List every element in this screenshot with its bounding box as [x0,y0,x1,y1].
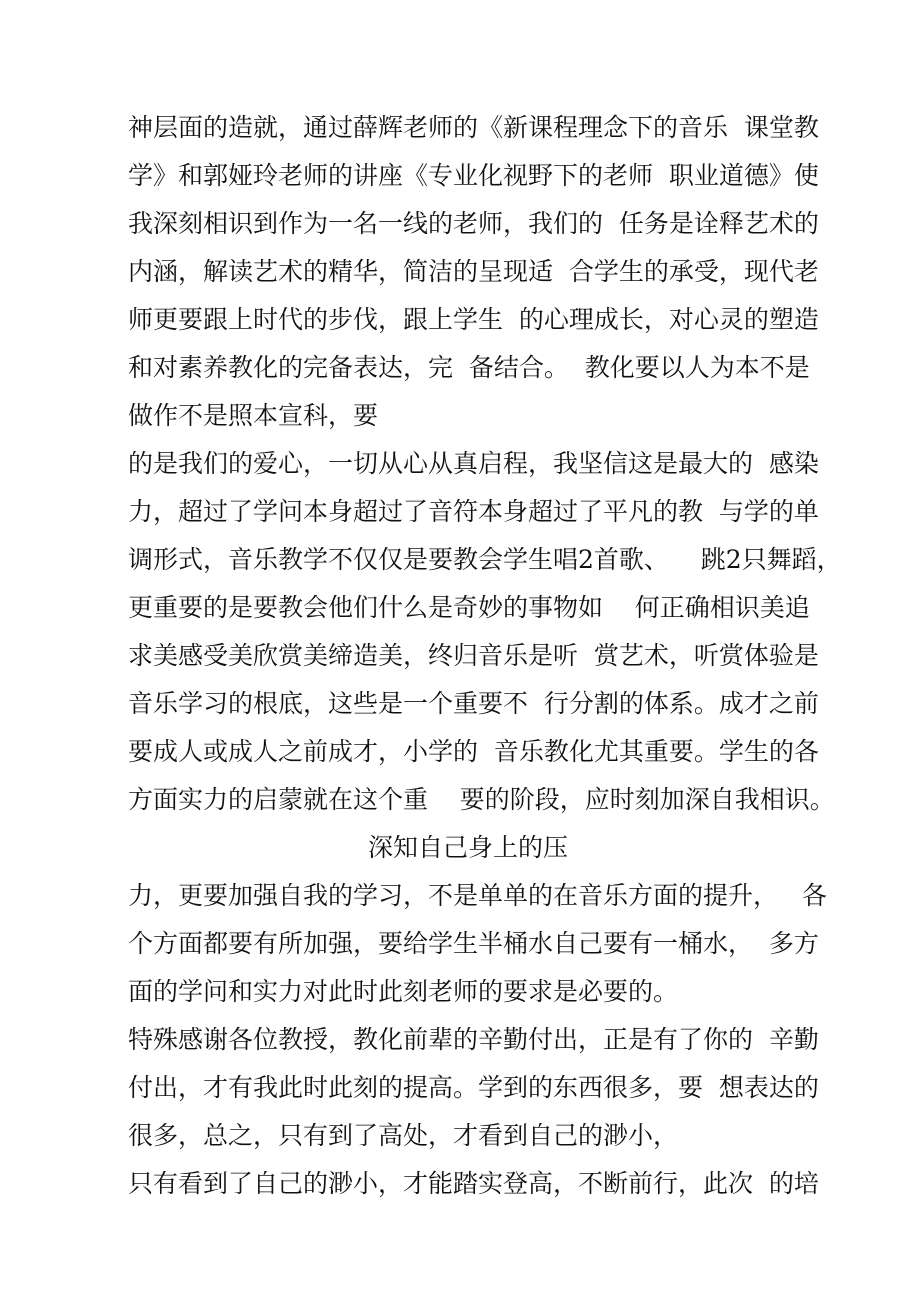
text-line-centered: 深知自己身上的压 [367,833,568,862]
text-line: 学》和郭娅玲老师的讲座《专业化视野下的老师 职业道德》使 [128,161,819,190]
text-line: 面的学问和实力对此时此刻老师的要求是必要的。 [128,977,679,1006]
text-line: 只有看到了自己的渺小，才能踏实登高，不断前行，此次 的培 [128,1169,819,1198]
text-line: 音乐学习的根底，这些是一个重要不 行分割的体系。成才之前 [128,689,819,718]
text-line: 和对素养教化的完备表达，完 备结合。 教化要以人为本不是 [128,353,810,382]
text-line: 师更要跟上时代的步伐，跟上学生 的心理成长，对心灵的塑造 [128,305,819,334]
text-line: 个方面都要有所加强，要给学生半桶水自己要有一桶水， 多方 [128,929,819,958]
text-line: 做作不是照本宣科，要 [128,401,379,430]
text-line: 内涵，解读艺术的精华，简洁的呈现适 合学生的承受，现代老 [128,257,819,286]
text-line: 的是我们的爱心，一切从心从真启程，我坚信这是最大的 感染 [128,449,819,478]
text-line: 特殊感谢各位教授，教化前辈的辛勤付出，正是有了你的 辛勤 [128,1025,819,1054]
text-line: 神层面的造就，通过薛辉老师的《新课程理念下的音乐 课堂教 [128,113,819,142]
text-line: 我深刻相识到作为一名一线的老师，我们的 任务是诠释艺术的 [128,209,819,238]
text-line: 力，更要加强自我的学习，不是单单的在音乐方面的提升， 各 [128,881,827,910]
text-line: 方面实力的启蒙就在这个重 要的阶段，应时刻加深自我相识。 [128,785,835,814]
text-line: 力，超过了学问本身超过了音符本身超过了平凡的教 与学的单 [128,497,819,526]
text-line: 调形式，音乐教学不仅仅是要教会学生唱2首歌、 跳2只舞蹈， [128,545,842,574]
text-line: 付出，才有我此时此刻的提高。学到的东西很多，要 想表达的 [128,1073,819,1102]
text-line: 要成人或成人之前成才，小学的 音乐教化尤其重要。学生的各 [128,737,819,766]
text-line: 求美感受美欣赏美缔造美，终归音乐是听 赏艺术，听赏体验是 [128,641,819,670]
text-line: 很多，总之，只有到了高处，才看到自己的渺小， [128,1121,679,1150]
document-body [128,104,842,1208]
text-line: 更重要的是要教会他们什么是奇妙的事物如 何正确相识美追 [128,593,810,622]
